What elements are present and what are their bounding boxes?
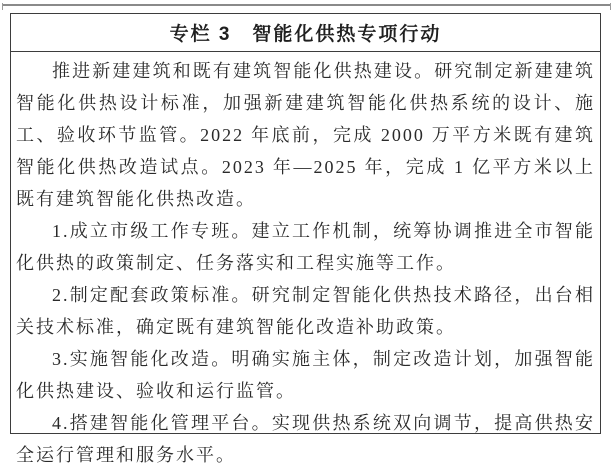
body-paragraph-item-4: 4.搭建智能化管理平台。实现供热系统双向调节，提高供热安全运行管理和服务水平。	[16, 413, 595, 465]
panel-body	[11, 52, 600, 471]
panel-header	[11, 14, 600, 52]
page-top-rule	[2, 4, 611, 6]
panel-title: 专栏 3 智能化供热专项行动	[169, 24, 442, 45]
page-top-rule-right-tick	[610, 3, 611, 10]
body-paragraph-item-1: 1.成立市级工作专班。建立工作机制，统筹协调推进全市智能化供热的政策制定、任务落实和工程实施等工作。	[16, 221, 595, 273]
body-paragraph-item-3: 3.实施智能化改造。明确实施主体，制定改造计划，加强智能化供热建设、验收和运行监管。	[16, 349, 595, 401]
page-top-rule-left-tick	[2, 3, 3, 10]
body-paragraph-intro: 推进新建建筑和既有建筑智能化供热建设。研究制定新建建筑智能化供热设计标准，加强新建建筑智能化供热系统的设计、施工、验收环节监管。2022 年底前，完成 2000 万平方米既有建筑智能化供热改造试点。2023 年—2025 年，完成 1 亿平方米以上既有建筑智能化供热改造。	[16, 61, 595, 209]
special-action-panel	[10, 13, 601, 465]
body-paragraph-item-2: 2.制定配套政策标准。研究制定智能化供热技术路径，出台相关技术标准，确定既有建筑智能化改造补助政策。	[16, 285, 595, 337]
